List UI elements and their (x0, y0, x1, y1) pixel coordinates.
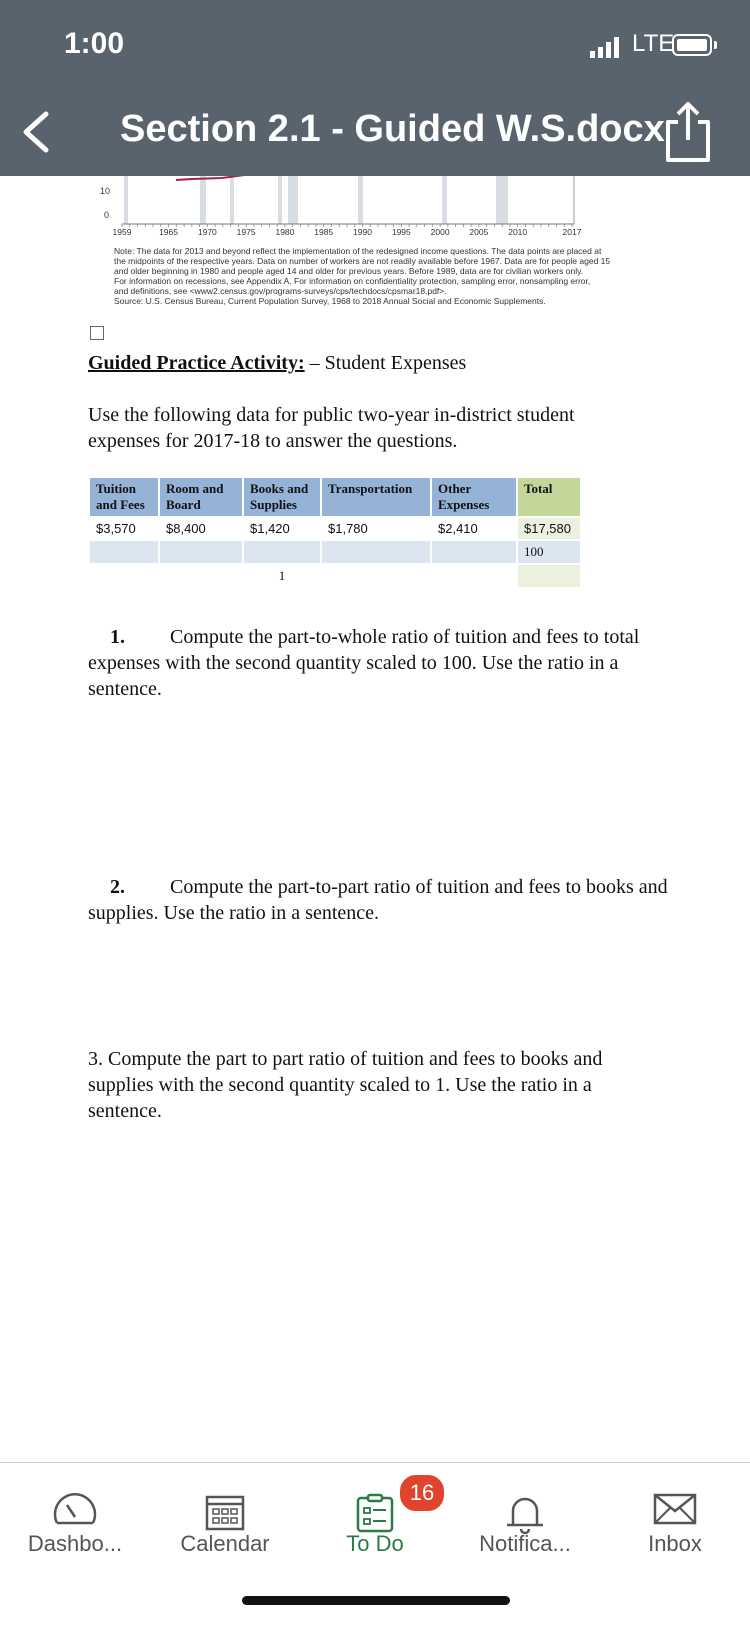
todo-icon (355, 1493, 395, 1533)
x-tick-label: 2010 (508, 227, 528, 236)
table-header: Room and Board (160, 478, 242, 516)
table-cell (90, 565, 158, 587)
battery-nub (714, 41, 717, 49)
x-tick-label: 2017 (562, 227, 582, 236)
battery-icon (672, 34, 712, 56)
question-text: Compute the part-to-whole ratio of tuition and fees to total expenses with the second quantity scaled to 100. Use the ratio in a sentence. (88, 626, 640, 700)
table-header: Tuition and Fees (90, 478, 158, 516)
table-cell (322, 565, 430, 587)
table-header: Transportation (322, 478, 430, 516)
table-header: Total (518, 478, 580, 516)
note-line: and definitions, see <www2.census.gov/programs-surveys/cps/techdocs/cpsmar18.pdf>. (114, 286, 447, 296)
activity-intro: Use the following data for public two-year in-district student expenses for 2017-18 to answer the questions. (88, 404, 575, 452)
x-tick-labels (113, 227, 582, 236)
table-header: Books and Supplies (244, 478, 320, 516)
note-line: Note: The data for 2013 and beyond reflect the implementation of the redesigned income questions. The data points are placed at (114, 246, 602, 256)
tab-inbox[interactable] (600, 1463, 750, 1573)
question-number: 1. (110, 626, 125, 648)
status-time: 1:00 (64, 27, 125, 60)
table-cell: $1,420 (250, 521, 290, 536)
page-title: Section 2.1 - Guided W.S.docx (120, 108, 665, 150)
table-cell (432, 541, 516, 563)
y-tick-label: 0 (104, 210, 110, 220)
activity-title-rest: – Student Expenses (304, 352, 467, 374)
question-text: Compute the part-to-part ratio of tuition and fees to books and supplies. Use the ratio in a sentence. (88, 876, 668, 924)
x-tick-label: 1990 (353, 227, 372, 236)
table-cell: $17,580 (518, 518, 580, 539)
x-tick-label: 1995 (391, 227, 411, 236)
question-number: 2. (110, 876, 125, 898)
series-line (176, 176, 252, 180)
table-cell (518, 565, 580, 587)
table-cell (322, 541, 430, 563)
x-tick-label: 1975 (236, 227, 256, 236)
x-tick-label: 1980 (275, 227, 295, 236)
tab-label: To Do (346, 1531, 404, 1556)
table-cell: $1,780 (328, 521, 368, 536)
mail-icon (653, 1493, 697, 1525)
note-line: and older beginning in 1980 and people aged 14 and older for previous years. Before 1989, data are for civilian workers only. (114, 266, 584, 276)
tab-calendar[interactable] (150, 1463, 300, 1573)
document-view[interactable] (0, 176, 750, 1462)
table-cell (244, 541, 320, 563)
network-type: LTE (632, 30, 675, 57)
bell-icon (503, 1493, 547, 1535)
tab-label: Notifica... (479, 1531, 571, 1556)
home-indicator (242, 1596, 510, 1605)
x-tick-label: 2000 (430, 227, 450, 236)
recession-bars (124, 176, 508, 224)
nav-bar (0, 88, 750, 176)
table-cell (432, 565, 516, 587)
x-tick-label: 2005 (469, 227, 489, 236)
back-chevron-icon[interactable] (10, 102, 70, 162)
table-cell: $2,410 (438, 521, 478, 536)
chart-fragment (92, 176, 652, 236)
table-cell (160, 565, 242, 587)
y-tick-label: 10 (100, 186, 111, 196)
x-tick-label: 1959 (112, 227, 132, 236)
note-line: Source: U.S. Census Bureau, Current Population Survey, 1968 to 2018 Annual Social and Economic Supplements. (114, 296, 546, 306)
question-1 (88, 624, 668, 702)
x-tick-label: 1970 (197, 227, 217, 236)
x-tick-label: 1965 (159, 227, 179, 236)
todo-badge: 16 (398, 1473, 446, 1513)
table-cell: $3,570 (96, 521, 136, 536)
tab-label: Dashbo... (27, 1531, 123, 1556)
checkbox[interactable] (90, 326, 104, 340)
table-header: Other Expenses (432, 478, 516, 516)
calendar-icon (205, 1493, 245, 1531)
tab-label: Inbox (648, 1531, 702, 1556)
signal-icon (590, 36, 626, 58)
tab-notifications[interactable] (450, 1463, 600, 1573)
table-cell: 1 (278, 568, 286, 583)
x-tick-label: 1985 (314, 227, 334, 236)
question-3: 3. Compute the part to part ratio of tuition and fees to books and supplies with the second quantity scaled to 1. Use the ratio in a sentence. (88, 1048, 603, 1122)
chart-note (114, 246, 654, 306)
note-line: For information on recessions, see Appendix A. For information on confidentiality protection, sampling error, nonsampling error, (114, 276, 591, 286)
status-bar (0, 0, 750, 88)
dashboard-icon (51, 1493, 99, 1527)
share-icon[interactable] (660, 96, 716, 168)
expenses-table (88, 476, 582, 589)
question-2 (88, 874, 668, 926)
activity-title-bold: Guided Practice Activity: (88, 352, 305, 374)
table-cell: 100 (518, 541, 580, 563)
tab-label: Calendar (180, 1531, 270, 1556)
note-line: the midpoints of the respective years. Data on number of workers are not readily available before 1967. Data are for people aged 15 (114, 256, 611, 266)
table-cell: $8,400 (166, 521, 206, 536)
tab-dashboard[interactable] (0, 1463, 150, 1573)
activity-title (88, 352, 466, 375)
table-cell (160, 541, 242, 563)
table-cell (90, 541, 158, 563)
